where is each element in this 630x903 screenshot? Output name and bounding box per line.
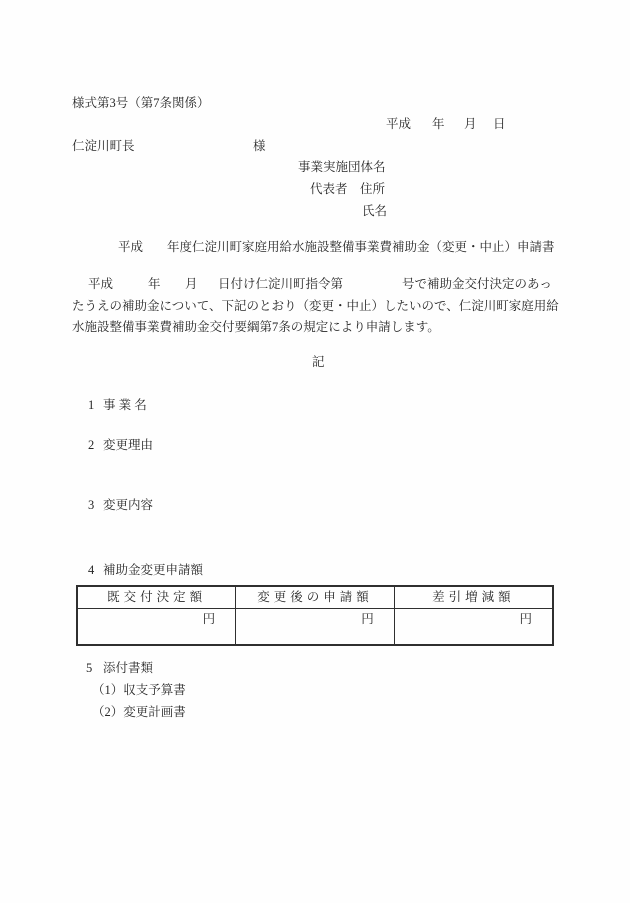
body-line1-year-label: 年 [148,277,161,291]
table-header-difference: 差引増減額 [394,586,553,609]
table-header-row [77,586,553,609]
item1-number: 1 [88,398,95,412]
body-line1-directive: 日付け仁淀川町指令第 [218,277,344,291]
item4-label-subsidy-change-amount: 補助金変更申請額 [103,563,204,577]
table-value-row [77,609,553,646]
address-label: 住所 [360,182,386,196]
representative-label: 代表者 [310,182,348,196]
org-name-label: 事業実施団体名 [298,160,386,174]
date-month-label: 月 [464,117,477,131]
doc-title-text: 年度仁淀川町家庭用給水施設整備事業費補助金（変更・中止）申請書 [167,240,555,254]
date-era-label: 平成 [386,117,412,131]
body-line2: たうえの補助金について、下記のとおり（変更・中止）したいので、仁淀川町家庭用給 [72,299,559,313]
item3-label-change-details: 変更内容 [103,498,154,512]
record-mark: 記 [312,355,325,369]
item3-number: 3 [88,498,95,512]
item2-label-change-reason: 変更理由 [103,438,154,452]
item5-label-attachments: 添付書類 [103,661,154,675]
item5-number: 5 [86,661,93,675]
addressee-title: 仁淀川町長 [72,139,135,153]
body-line1-era: 平成 [88,277,114,291]
table-header-amount-after-change: 変更後の申請額 [236,586,395,609]
name-label: 氏名 [362,204,388,218]
attachment-2-change-plan: （2）変更計画書 [92,705,186,719]
item2-number: 2 [88,438,95,452]
date-day-label: 日 [493,117,506,131]
body-line1-end: 号で補助金交付決定のあっ [402,277,552,291]
table-cell-decided-amount-yen: 円 [77,609,236,646]
addressee-honorific: 様 [253,139,266,153]
table-cell-difference-yen: 円 [394,609,553,646]
body-line1-month-label: 月 [185,277,198,291]
date-year-label: 年 [432,117,445,131]
subsidy-amount-table [76,585,554,646]
attachment-1-budget-statement: （1）収支予算書 [92,683,186,697]
body-line3: 水施設整備事業費補助金交付要綱第7条の規定により申請します。 [72,320,440,334]
form-number: 様式第3号（第7条関係） [72,96,210,110]
item4-number: 4 [88,563,95,577]
item1-label-project-name: 事 業 名 [103,398,147,412]
doc-title-era: 平成 [118,240,144,254]
table-header-decided-amount: 既交付決定額 [77,586,236,609]
table-cell-amount-after-change-yen: 円 [236,609,395,646]
